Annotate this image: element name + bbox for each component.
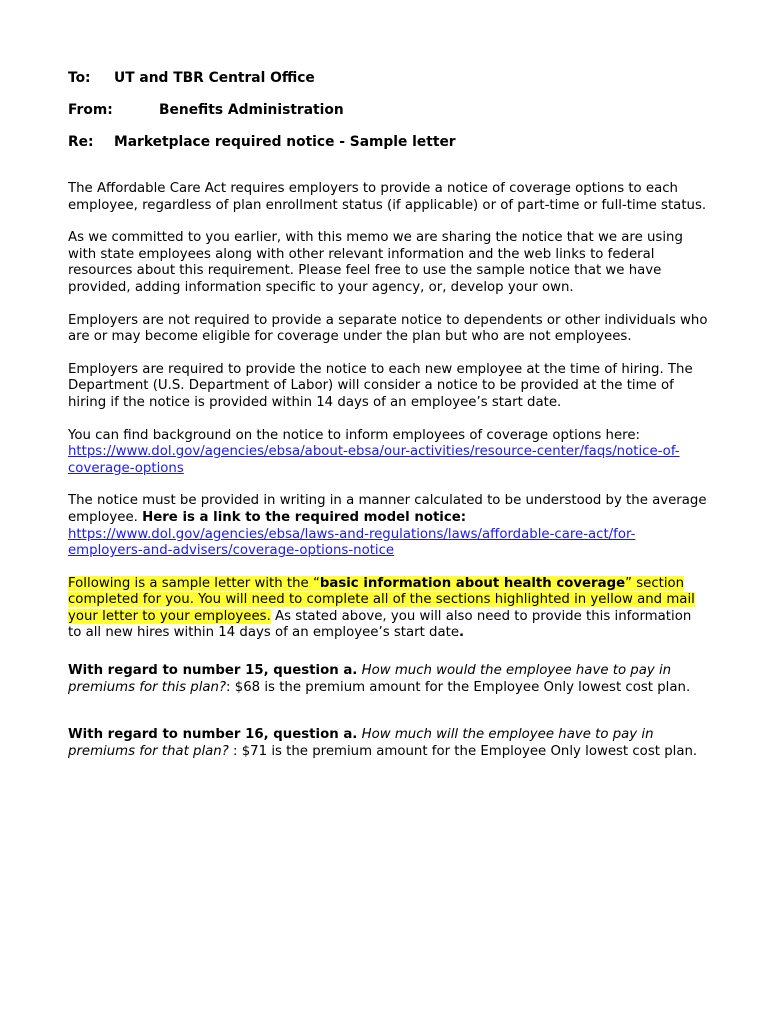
model-notice-text: The notice must be provided in writing in a manner calculated to be understood by the average employee. bbox=[68, 493, 707, 525]
memo-from-line bbox=[68, 102, 708, 119]
q15-italic: How much would the employee have to pay in premiums for this plan? bbox=[68, 663, 672, 695]
paragraph-new-employees: Employers are required to provide the notice to each new employee at the time of hiring. The Department (U.S. Department of Labor) will consider a notice to be provided at the time of hiring if the notice is provided within 14 days of an employee’s start date. bbox=[68, 361, 693, 410]
re-label: Re: bbox=[68, 134, 94, 150]
q16-bold: With regard to number 16, question a. bbox=[68, 727, 358, 743]
sample-letter-period: . bbox=[459, 625, 465, 641]
from-value: Benefits Administration bbox=[159, 102, 344, 118]
highlight-bold: basic information about health coverage bbox=[319, 575, 626, 591]
from-label: From: bbox=[68, 102, 113, 118]
q16-italic: How much will the employee have to pay in premiums for that plan? bbox=[68, 727, 654, 759]
memo-re-line bbox=[68, 134, 708, 151]
paragraph-background bbox=[68, 428, 708, 478]
to-label: To: bbox=[68, 70, 91, 86]
paragraph-dependents: Employers are not required to provide a separate notice to dependents or other individuals who are or may become eligible for coverage under the plan but who are not employees. bbox=[68, 312, 708, 345]
faq-link[interactable]: https://www.dol.gov/agencies/ebsa/about-ebsa/our-activities/resource-center/faqs/notice-of-coverage-options bbox=[68, 444, 680, 476]
model-notice-bold: Here is a link to the required model notice: bbox=[142, 509, 467, 525]
paragraph-aca-requirement: The Affordable Care Act requires employers to provide a notice of coverage options to each employee, regardless of plan enrollment status (if applicable) or of part-time or full-time status. bbox=[68, 181, 707, 213]
paragraph-model-notice bbox=[68, 493, 708, 559]
to-value: UT and TBR Central Office bbox=[114, 70, 315, 86]
highlight-text-b: ” section completed for you. You will need to complete all of the sections highlighted in yellow and mail your letter to your employees. bbox=[68, 575, 695, 624]
memo-document bbox=[68, 68, 708, 760]
paragraph-question-16a bbox=[68, 727, 708, 760]
highlight-text-a: Following is a sample letter with the “ bbox=[68, 575, 320, 591]
background-text: You can find background on the notice to inform employees of coverage options here: bbox=[68, 427, 640, 443]
paragraph-sample-letter bbox=[68, 576, 708, 642]
sample-letter-rest: As stated above, you will also need to provide this information to all new hires within 14 days of an employee’s start date bbox=[68, 608, 692, 641]
re-value: Marketplace required notice - Sample letter bbox=[114, 134, 456, 150]
model-notice-link[interactable]: https://www.dol.gov/agencies/ebsa/laws-and-regulations/laws/affordable-care-act/for-employers-and-advisers/coverage-options-notice bbox=[68, 526, 636, 559]
q15-bold: With regard to number 15, question a. bbox=[68, 663, 358, 679]
q15-answer: : $68 is the premium amount for the Employee Only lowest cost plan. bbox=[226, 679, 691, 695]
paragraph-commitment: As we committed to you earlier, with this memo we are sharing the notice that we are using with state employees along with other relevant information and the web links to federal resources about this requirement. Please feel free to use the sample notice that we have provided, adding information specific to your agency, or, develop your own. bbox=[68, 230, 683, 295]
memo-to-line bbox=[68, 70, 708, 87]
paragraph-question-15a bbox=[68, 663, 708, 696]
q16-answer: : $71 is the premium amount for the Employee Only lowest cost plan. bbox=[228, 743, 698, 759]
